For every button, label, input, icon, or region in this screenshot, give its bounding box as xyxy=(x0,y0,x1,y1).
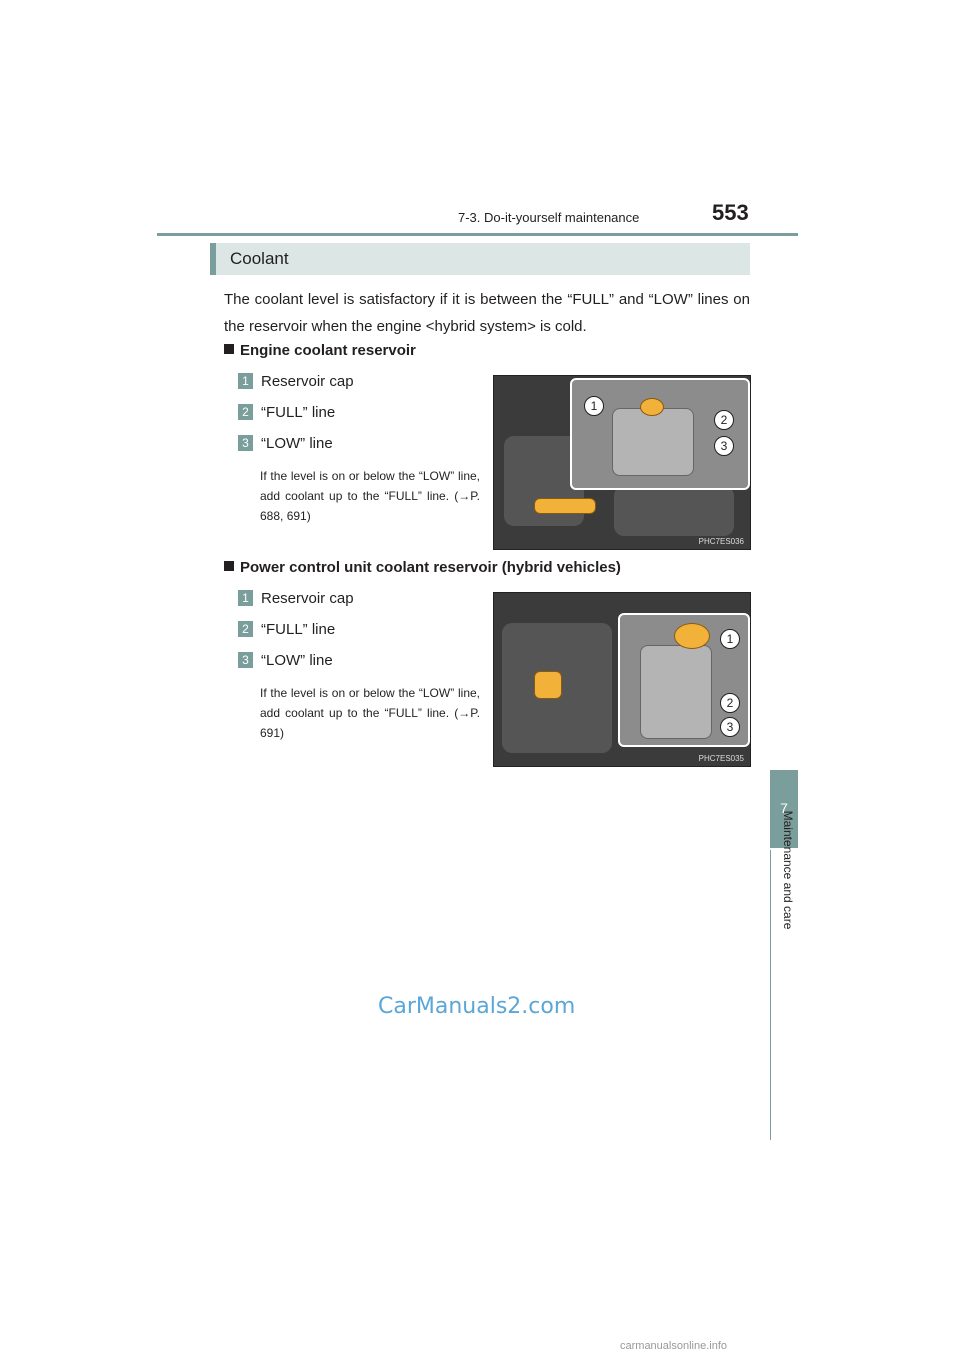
list-item xyxy=(238,652,333,669)
item-number: 2 xyxy=(238,621,253,637)
subheading-engine-reservoir xyxy=(224,342,416,359)
callout-1: 1 xyxy=(720,629,740,649)
item-number: 1 xyxy=(238,590,253,606)
list-item xyxy=(238,621,335,638)
list-item xyxy=(238,435,333,452)
reservoir-tank xyxy=(640,645,712,739)
item-label: “FULL” line xyxy=(261,621,336,638)
pcu-reservoir-photo xyxy=(493,592,751,767)
callout-2: 2 xyxy=(714,410,734,430)
reservoir-highlight xyxy=(534,671,562,699)
reservoir-cap-icon xyxy=(674,623,710,649)
intro-paragraph: The coolant level is satisfactory if it is between the “FULL” and “LOW” lines on the reservoir when the engine <hybrid system> is cold. xyxy=(224,291,750,335)
chapter-tab-line xyxy=(770,850,771,1140)
chapter-label: Maintenance and care xyxy=(781,810,795,930)
note-text: If the level is on or below the “LOW” line, add coolant up to the “FULL” line. (→P. 691) xyxy=(260,686,480,740)
figure-code: PHC7ES036 xyxy=(698,537,744,546)
page-number: 553 xyxy=(712,200,749,225)
watermark-link[interactable]: CarManuals2.com xyxy=(378,994,576,1019)
callout-2: 2 xyxy=(720,693,740,713)
item-label: Reservoir cap xyxy=(261,373,354,390)
item-label: “FULL” line xyxy=(261,404,336,421)
header-rule xyxy=(157,233,798,236)
list-item xyxy=(238,590,354,607)
item-number: 3 xyxy=(238,652,253,668)
running-header-section: 7-3. Do-it-yourself maintenance xyxy=(458,210,640,225)
list-item xyxy=(238,404,335,421)
engine-part xyxy=(614,486,734,536)
item-number: 3 xyxy=(238,435,253,451)
callout-3: 3 xyxy=(720,717,740,737)
callout-3: 3 xyxy=(714,436,734,456)
note-text: If the level is on or below the “LOW” line, add coolant up to the “FULL” line. (→P. 688, 691) xyxy=(260,469,480,523)
footer-watermark: carmanualsonline.info xyxy=(620,1340,728,1352)
reservoir-tank xyxy=(612,408,694,476)
subheading-text: Power control unit coolant reservoir (hybrid vehicles) xyxy=(240,559,621,576)
item-label: “LOW” line xyxy=(261,435,333,452)
reservoir-highlight xyxy=(534,498,596,514)
subheading-text: Engine coolant reservoir xyxy=(240,342,416,359)
item-label: Reservoir cap xyxy=(261,590,354,607)
item-number: 1 xyxy=(238,373,253,389)
square-bullet-icon xyxy=(224,344,234,354)
engine-reservoir-photo xyxy=(493,375,751,550)
chapter-number: 7 xyxy=(780,800,788,816)
detail-inset xyxy=(618,613,750,747)
item-label: “LOW” line xyxy=(261,652,333,669)
section-title: Coolant xyxy=(230,249,289,268)
callout-1: 1 xyxy=(584,396,604,416)
item-number: 2 xyxy=(238,404,253,420)
figure-code: PHC7ES035 xyxy=(698,754,744,763)
subheading-pcu-reservoir xyxy=(224,559,621,576)
detail-inset xyxy=(570,378,750,490)
section-heading-bar xyxy=(210,243,750,275)
list-item xyxy=(238,373,354,390)
reservoir-cap-icon xyxy=(640,398,664,416)
square-bullet-icon xyxy=(224,561,234,571)
